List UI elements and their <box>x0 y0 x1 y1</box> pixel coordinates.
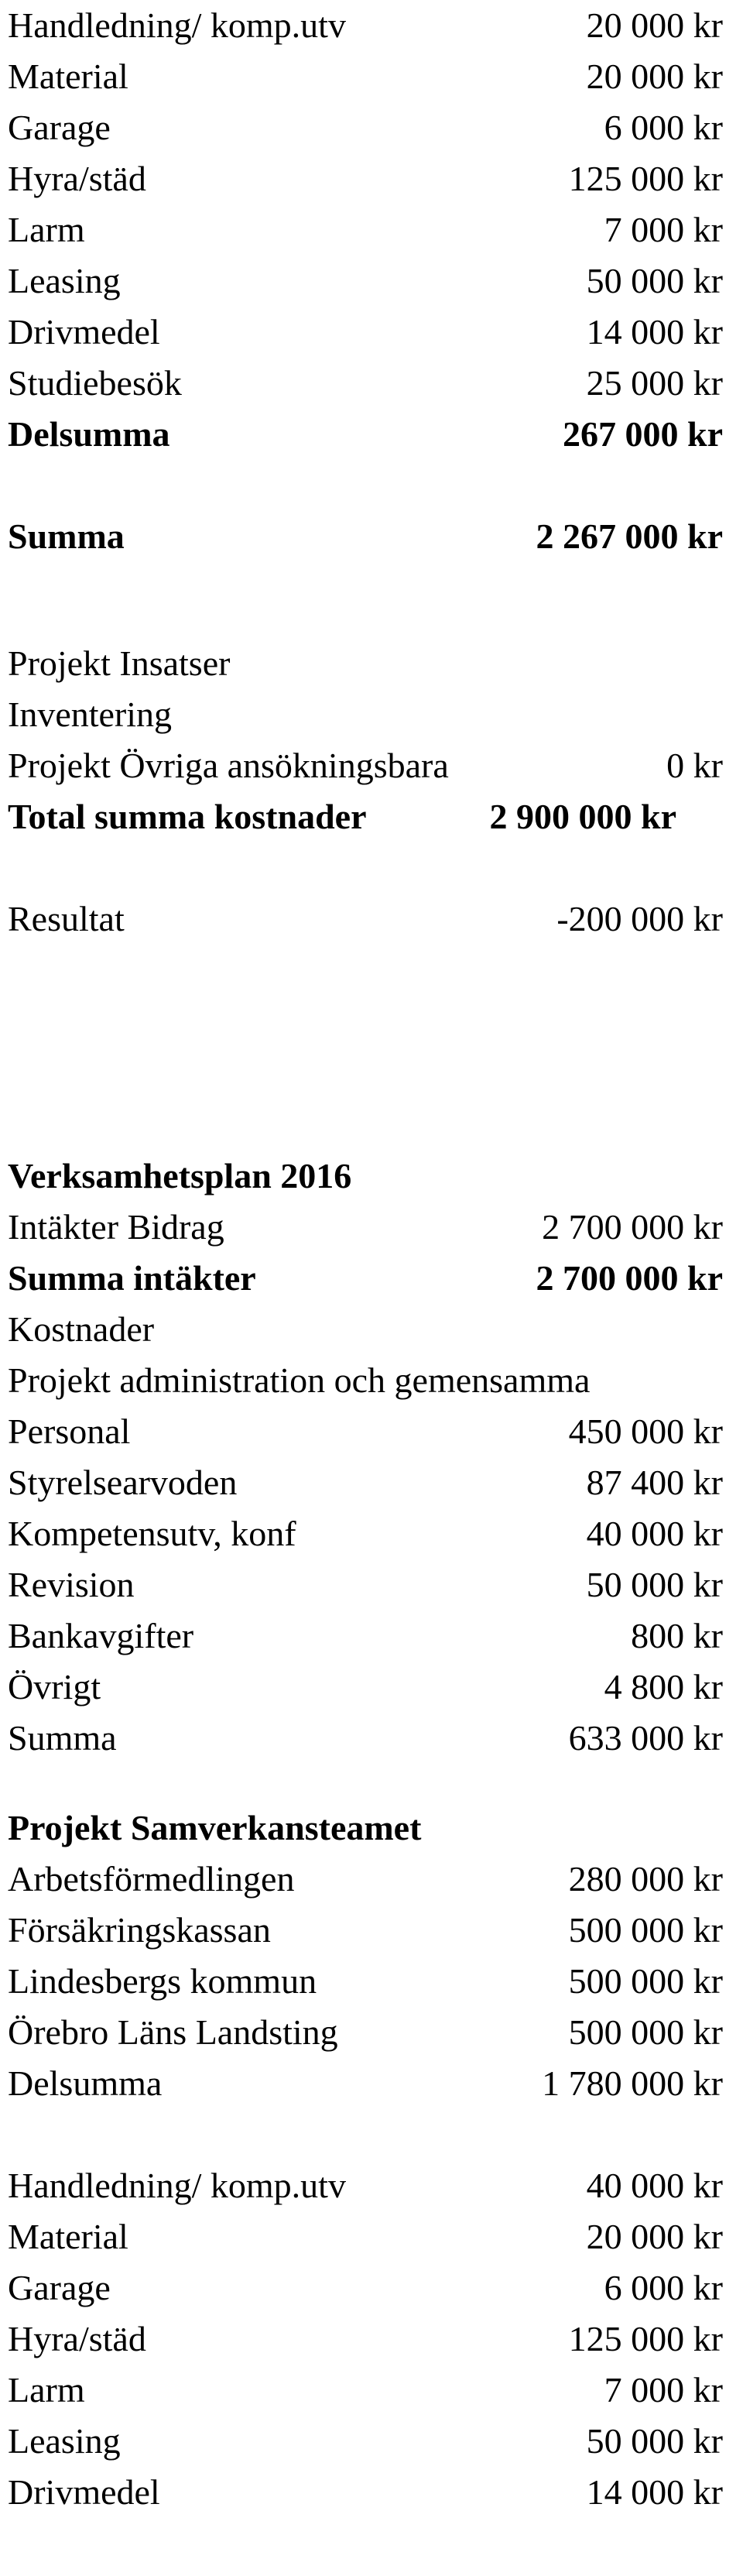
row-amount: 7 000 kr <box>604 210 723 249</box>
row-label: Bankavgifter <box>8 1616 194 1655</box>
row-amount: 40 000 kr <box>586 2166 723 2205</box>
plan-title: Verksamhetsplan 2016 <box>8 1156 352 1195</box>
subtotal-amount: 267 000 kr <box>563 414 723 454</box>
row-amount: 14 000 kr <box>586 312 723 352</box>
row-label: Handledning/ komp.utv <box>8 5 346 45</box>
total-costs-label: Total summa kostnader <box>8 797 367 836</box>
row-amount: 500 000 kr <box>568 1910 723 1950</box>
row-amount: 40 000 kr <box>586 1514 723 1553</box>
subtotal-label: Delsumma <box>8 414 170 454</box>
ovriga-label: Projekt Övriga ansökningsbara <box>8 746 449 785</box>
row-label: Styrelsearvoden <box>8 1463 238 1502</box>
row-label: Summa <box>8 1718 117 1758</box>
row-amount: 20 000 kr <box>586 57 723 96</box>
row-amount: 125 000 kr <box>568 2319 723 2358</box>
income-total-amount: 2 700 000 kr <box>536 1258 723 1298</box>
row-amount: 20 000 kr <box>586 5 723 45</box>
insatser-heading: Projekt Insatser <box>8 643 231 683</box>
row-label: Övrigt <box>8 1667 101 1706</box>
row-amount: 25 000 kr <box>586 363 723 403</box>
result-label: Resultat <box>8 899 125 938</box>
row-amount: 6 000 kr <box>604 108 723 147</box>
row-amount: 500 000 kr <box>568 1961 723 2001</box>
row-amount: 4 800 kr <box>604 1667 723 1706</box>
inventering-heading: Inventering <box>8 695 173 734</box>
row-amount: 14 000 kr <box>586 2472 723 2512</box>
row-label: Lindesbergs kommun <box>8 1961 317 2001</box>
row-label: Larm <box>8 210 85 249</box>
row-label: Personal <box>8 1411 131 1451</box>
row-amount: 87 400 kr <box>586 1463 723 1502</box>
total-label: Summa <box>8 516 125 556</box>
row-label: Hyra/städ <box>8 159 146 198</box>
result-amount: -200 000 kr <box>556 899 723 938</box>
row-amount: 280 000 kr <box>568 1859 723 1899</box>
row-label: Delsumma <box>8 2063 163 2103</box>
row-amount: 633 000 kr <box>568 1718 723 1758</box>
row-label: Leasing <box>8 261 121 300</box>
income-total-label: Summa intäkter <box>8 1258 256 1298</box>
row-label: Örebro Läns Landsting <box>8 2012 338 2052</box>
team-heading: Projekt Samverkansteamet <box>8 1808 422 1847</box>
row-label: Larm <box>8 2370 85 2410</box>
row-amount: 50 000 kr <box>586 261 723 300</box>
row-label: Material <box>8 57 128 96</box>
row-label: Handledning/ komp.utv <box>8 2166 346 2205</box>
row-amount: 450 000 kr <box>568 1411 723 1451</box>
row-label: Arbetsförmedlingen <box>8 1859 295 1899</box>
row-amount: 1 780 000 kr <box>542 2063 723 2103</box>
row-label: Garage <box>8 108 111 147</box>
income-amount: 2 700 000 kr <box>542 1207 723 1247</box>
row-amount: 50 000 kr <box>586 1565 723 1604</box>
row-label: Hyra/städ <box>8 2319 146 2358</box>
row-label: Drivmedel <box>8 312 160 352</box>
admin-heading: Projekt administration och gemensamma <box>8 1360 591 1400</box>
row-amount: 7 000 kr <box>604 2370 723 2410</box>
row-amount: 6 000 kr <box>604 2268 723 2307</box>
row-label: Leasing <box>8 2421 121 2461</box>
income-label: Intäkter Bidrag <box>8 1207 224 1247</box>
row-label: Studiebesök <box>8 363 182 403</box>
row-label: Material <box>8 2217 128 2256</box>
total-amount: 2 267 000 kr <box>536 516 723 556</box>
row-label: Kompetensutv, konf <box>8 1514 296 1553</box>
row-amount: 500 000 kr <box>568 2012 723 2052</box>
row-amount: 20 000 kr <box>586 2217 723 2256</box>
ovriga-amount: 0 kr <box>666 746 723 785</box>
row-label: Revision <box>8 1565 135 1604</box>
total-costs-amount: 2 900 000 kr <box>489 797 676 836</box>
row-label: Garage <box>8 2268 111 2307</box>
row-label: Försäkringskassan <box>8 1910 271 1950</box>
row-amount: 800 kr <box>631 1616 723 1655</box>
row-label: Drivmedel <box>8 2472 160 2512</box>
row-amount: 125 000 kr <box>568 159 723 198</box>
row-amount: 50 000 kr <box>586 2421 723 2461</box>
costs-heading: Kostnader <box>8 1309 155 1349</box>
